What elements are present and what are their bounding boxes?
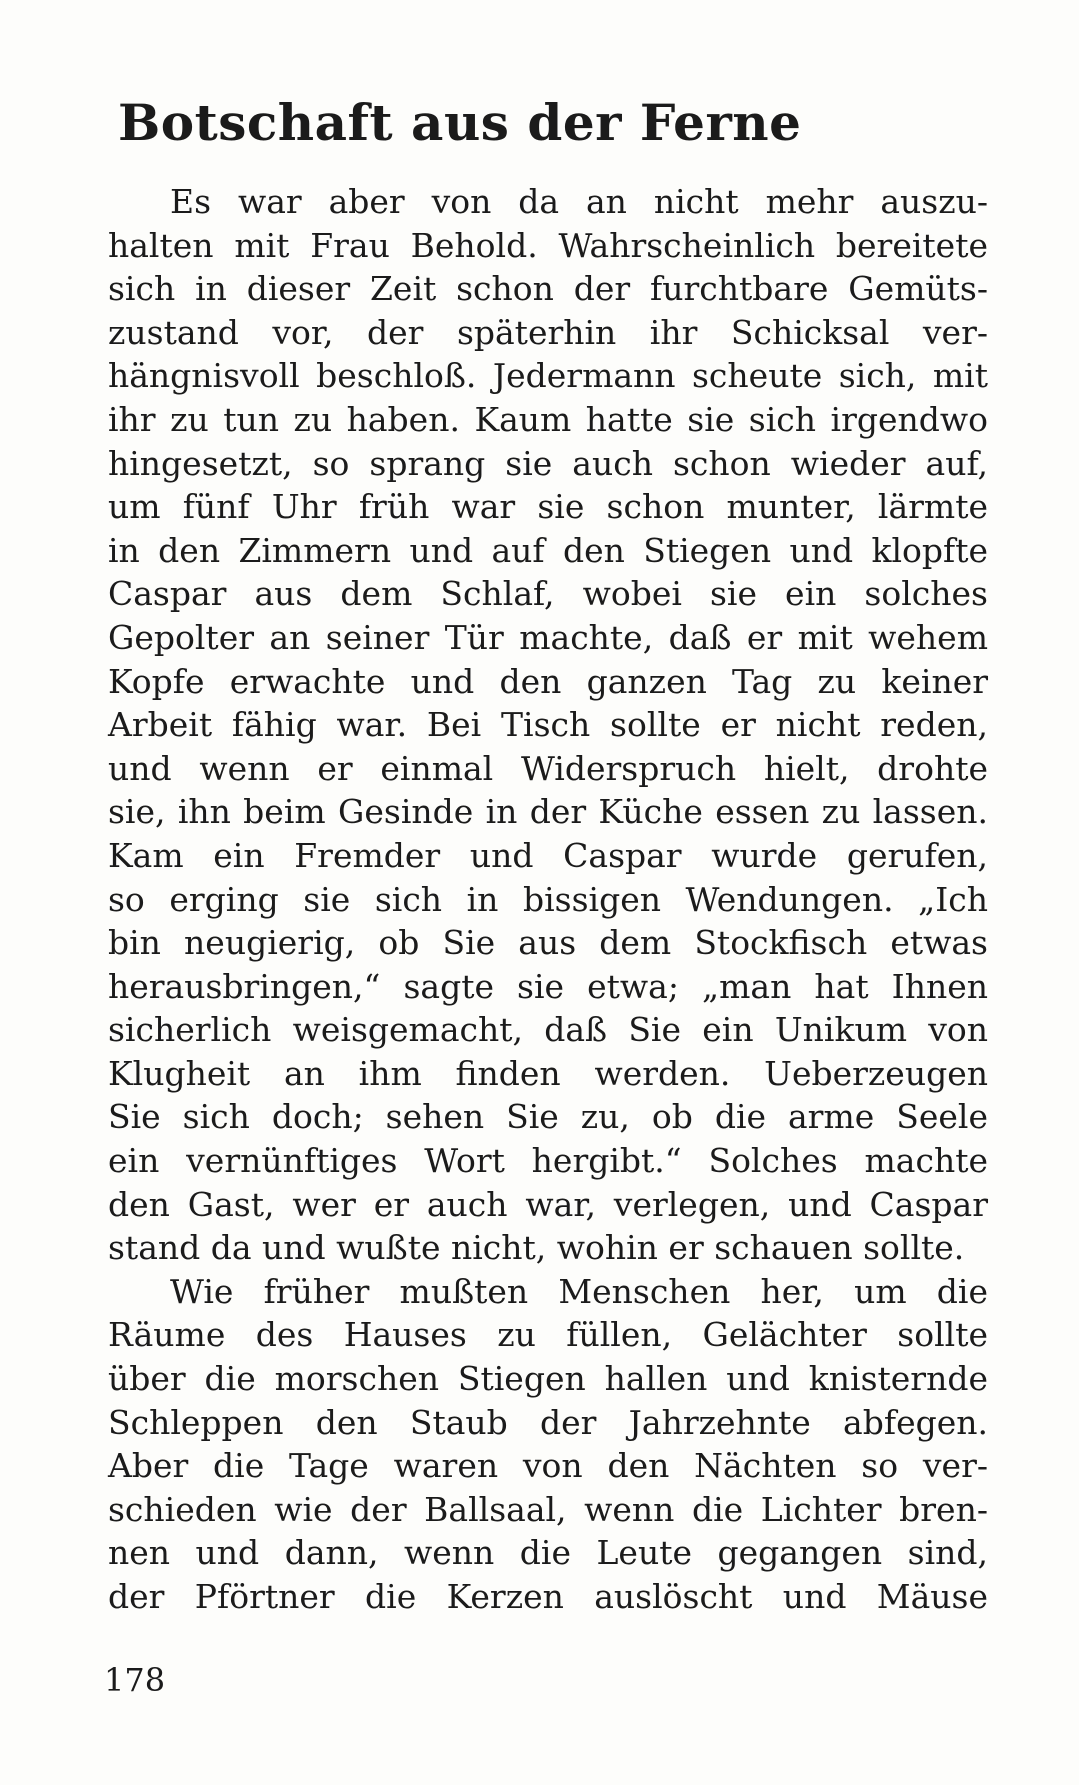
text-line: halten mit Frau Behold. Wahrscheinlich bereitete xyxy=(108,225,988,265)
text-line: Caspar aus dem Schlaf, wobei sie ein solches xyxy=(108,574,988,614)
chapter-heading: Botschaft aus der Ferne xyxy=(118,93,802,152)
text-line: Arbeit fähig war. Bei Tisch sollte er nicht reden, xyxy=(108,705,988,745)
text-line: hingesetzt, so sprang sie auch schon wieder auf, xyxy=(108,443,988,483)
text-line: sicherlich weisgemacht, daß Sie ein Unikum von xyxy=(108,1010,988,1050)
text-line: nen und dann, wenn die Leute gegangen sind, xyxy=(108,1533,988,1573)
text-line: und wenn er einmal Widerspruch hielt, drohte xyxy=(108,748,988,788)
text-line: um fünf Uhr früh war sie schon munter, lärmte xyxy=(108,487,988,527)
text-line: Räume des Hauses zu füllen, Gelächter sollte xyxy=(108,1315,988,1355)
page-number: 178 xyxy=(104,1661,166,1699)
text-line: über die morschen Stiegen hallen und knisternde xyxy=(108,1359,988,1399)
text-line: Aber die Tage waren von den Nächten so ver- xyxy=(108,1446,988,1486)
text-line: hängnisvoll beschloß. Jedermann scheute sich, mit xyxy=(108,356,988,396)
text-line: Sie sich doch; sehen Sie zu, ob die arme Seele xyxy=(108,1097,988,1137)
text-line: Gepolter an seiner Tür machte, daß er mit wehem xyxy=(108,617,988,657)
text-line: stand da und wußte nicht, wohin er schauen sollte. xyxy=(108,1228,965,1268)
text-line: sie, ihn beim Gesinde in der Küche essen zu lassen. xyxy=(108,792,988,832)
text-line: den Gast, wer er auch war, verlegen, und Caspar xyxy=(108,1184,988,1224)
paragraph xyxy=(108,1270,988,1619)
text-line: Klugheit an ihm finden werden. Ueberzeugen xyxy=(108,1053,988,1093)
text-line: bin neugierig, ob Sie aus dem Stockfisch etwas xyxy=(108,923,988,963)
text-line: so erging sie sich in bissigen Wendungen. „Ich xyxy=(108,879,988,919)
text-line: Kam ein Fremder und Caspar wurde gerufen, xyxy=(108,835,988,875)
paragraph xyxy=(108,180,988,1270)
text-line: in den Zimmern und auf den Stiegen und klopfte xyxy=(108,530,988,570)
text-line: Es war aber von da an nicht mehr auszu- xyxy=(170,182,988,221)
text-line: herausbringen,“ sagte sie etwa; „man hat Ihnen xyxy=(108,966,988,1006)
text-line: schieden wie der Ballsaal, wenn die Lichter bren- xyxy=(108,1489,988,1529)
text-line: zustand vor, der späterhin ihr Schicksal ver- xyxy=(108,312,988,352)
text-line: Schleppen den Staub der Jahrzehnte abfegen. xyxy=(108,1402,988,1442)
text-line: der Pförtner die Kerzen auslöscht und Mäuse xyxy=(108,1577,988,1616)
text-line: ein vernünftiges Wort hergibt.“ Solches machte xyxy=(108,1141,988,1181)
text-line: Wie früher mußten Menschen her, um die xyxy=(170,1271,988,1311)
text-line: sich in dieser Zeit schon der furchtbare Gemüts- xyxy=(108,269,988,309)
text-line: Kopfe erwachte und den ganzen Tag zu keiner xyxy=(108,661,988,701)
body-text xyxy=(108,180,988,1619)
text-line: ihr zu tun zu haben. Kaum hatte sie sich irgendwo xyxy=(108,399,988,439)
